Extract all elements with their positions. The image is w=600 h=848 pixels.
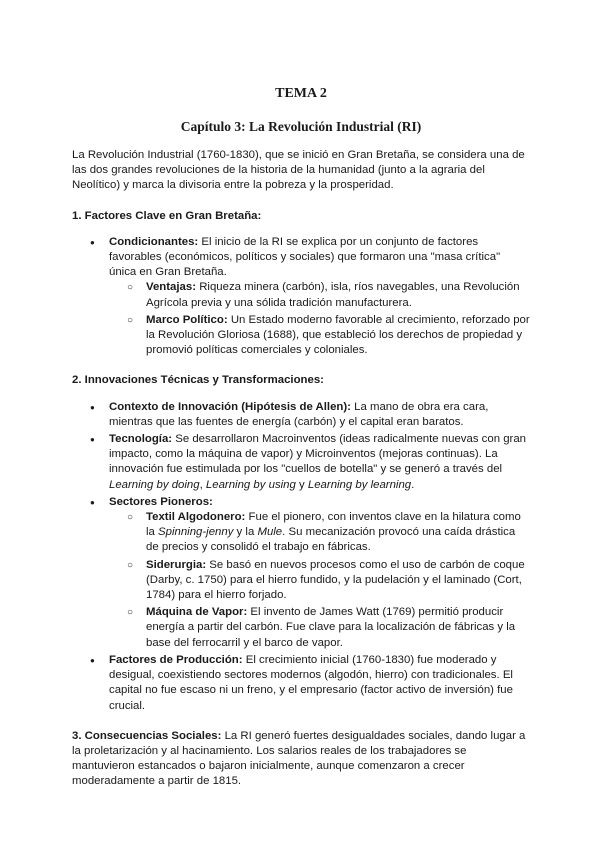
tecnologia-text: Se desarrollaron Macroinventos (ideas radicalmente nuevas con gran impacto, como la máquina de vapor) y Microinventos (mejoras continuas). La innovación fue estimulada por los "cuellos de botella" y se generó a través del	[109, 433, 527, 476]
list-item	[72, 495, 530, 651]
marco-label: Marco Político:	[146, 313, 228, 326]
list-item	[72, 235, 530, 359]
sectores-label: Sectores Pioneros:	[109, 495, 213, 508]
ventajas-text: Riqueza minera (carbón), isla, ríos navegables, una Revolución Agrícola previa y una sólida tradición manufacturera.	[146, 281, 520, 309]
spinning-jenny: Spinning-jenny	[158, 526, 234, 539]
learning-using: Learning by using	[205, 478, 296, 491]
section3-label: 3. Consecuencias Sociales:	[72, 729, 222, 742]
list-item	[72, 432, 530, 493]
contexto-text: La mano de obra era cara, mientras que las fuentes de energía (carbón) y el capital eran baratos.	[109, 400, 489, 428]
learning-doing: Learning by doing	[109, 478, 200, 491]
marco-text: Un Estado moderno favorable al crecimiento, reforzado por la Revolución Gloriosa (1688), que estableció los derechos de propiedad y promovió políticas comerciales y coloniales.	[146, 313, 530, 357]
factores-label: Factores de Producción:	[109, 653, 243, 666]
ventajas-label: Ventajas:	[146, 281, 197, 294]
mule: Mule	[257, 526, 283, 539]
maquina-label: Máquina de Vapor:	[146, 606, 248, 619]
condicionantes-label: Condicionantes:	[109, 235, 199, 248]
tecnologia-label: Tecnología:	[109, 433, 173, 446]
learning-learning: Learning by learning	[307, 478, 412, 491]
list-item	[72, 653, 530, 714]
maquina-text: El invento de James Watt (1769) permitió producir energía a partir del carbón. Fue clave para la localización de fábricas y la base del ferrocarril y el barco de vapor.	[146, 606, 516, 649]
conjunction: y	[295, 478, 308, 491]
contexto-label: Contexto de Innovación (Hipótesis de Allen):	[109, 400, 351, 413]
siderurgia-label: Siderurgia:	[146, 558, 207, 571]
section2-heading: 2. Innovaciones Técnicas y Transformaciones:	[72, 374, 324, 387]
factores-text: El crecimiento inicial (1760-1830) fue moderado y desigual, coexistiendo sectores modernos (algodón, hierro) con tradicionales. El capital no fue escaso ni un freno, y el empresario (factor activo de inversión) fue crucial.	[109, 653, 513, 712]
list-item	[109, 510, 530, 556]
section3-text: La RI generó fuertes desigualdades sociales, dando lugar a la proletarización y al hacinamiento. Los salarios reales de los trabajadores se mantuvieron estancados o bajaron inicialmente, aunque comenzaron a crecer moderadamente a partir de 1815.	[72, 729, 526, 788]
period: .	[411, 478, 415, 491]
list-item	[109, 280, 530, 310]
sectores-sublist	[109, 510, 530, 651]
comma: ,	[199, 478, 206, 491]
doc-subtitle: Capítulo 3: La Revolución Industrial (RI)	[180, 119, 422, 134]
list-item	[109, 605, 530, 651]
list-item	[72, 400, 530, 430]
section1-heading: 1. Factores Clave en Gran Bretaña:	[72, 209, 262, 222]
condicionantes-sublist	[109, 280, 530, 358]
list-item	[109, 558, 530, 604]
textil-conjunction: y la	[233, 526, 258, 539]
intro-paragraph: La Revolución Industrial (1760-1830), que se inició en Gran Bretaña, se considera una de las dos grandes revoluciones de la historia de la humanidad (junto a la agraria del Neolítico) y marca la divisoria entre la pobreza y la prosperidad.	[72, 149, 525, 192]
condicionantes-text: El inicio de la RI se explica por un conjunto de factores favorables (económicos, políticos y sociales) que formaron una "masa crítica" única en Gran Bretaña.	[109, 235, 501, 279]
textil-text1: Fue el pionero, con inventos clave en la hilatura como la	[146, 511, 521, 539]
section3-paragraph	[72, 729, 530, 790]
list-item	[109, 313, 530, 359]
section2-list	[72, 400, 530, 714]
textil-text2: . Su mecanización provocó una caída drástica de precios y consolidó el trabajo en fábricas.	[146, 526, 516, 554]
siderurgia-text: Se basó en nuevos procesos como el uso de carbón de coque (Darby, c. 1750) para el hierro fundido, y la pudelación y el laminado (Cort, 1784) para el hierro forjado.	[146, 558, 525, 602]
textil-label: Textil Algodonero:	[146, 511, 246, 524]
section1-list	[72, 235, 530, 359]
doc-title: TEMA 2	[275, 86, 327, 101]
